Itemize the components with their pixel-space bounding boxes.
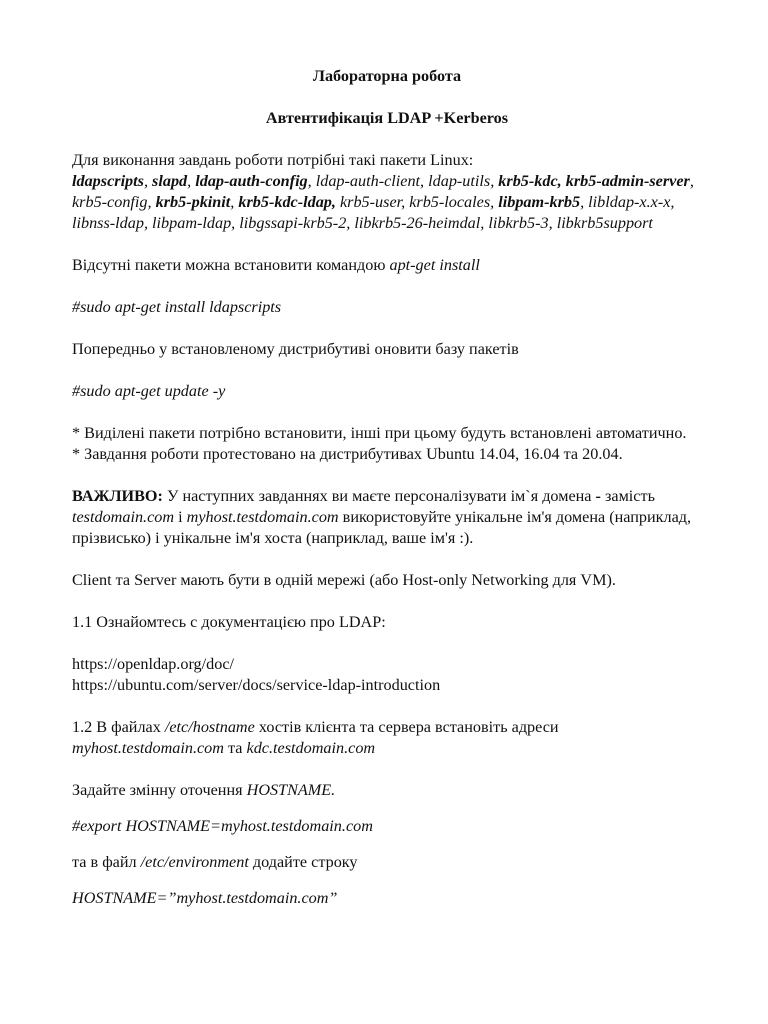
environment-file-paragraph (72, 852, 702, 873)
section-1-2-text: 1.2 В файлах (72, 718, 165, 736)
client-hostname: myhost.testdomain.com (72, 739, 224, 757)
install-command: apt-get install (389, 256, 480, 274)
document-subtitle: Автентифікація LDAP +Kerberos (265, 109, 509, 127)
section-1-2-text: хостів клієнта та сервера встановіть адреси (254, 718, 559, 736)
important-dash: - (595, 487, 601, 505)
package-separator: , (187, 172, 196, 190)
hostname-file-path: /etc/hostname (164, 718, 255, 736)
section-1-1-heading: 1.1 Ознайомтесь с документацією про LDAP: (72, 613, 386, 631)
install-example-command: #sudo apt-get install ldapscripts (72, 298, 282, 316)
domain-example: testdomain.com (72, 508, 175, 526)
package-optional: , ldap-auth-client, ldap-utils, (307, 172, 499, 190)
install-paragraph (72, 255, 702, 276)
note-highlighted-packages: * Виділені пакети потрібно встановити, інші при цьому будуть встановлені автоматично. (72, 424, 687, 442)
package-required: krb5-pkinit (155, 193, 231, 211)
update-command: #sudo apt-get update -y (72, 382, 226, 400)
package-required: krb5-kdc-ldap, (238, 193, 336, 211)
document-title: Лабораторна робота (312, 67, 462, 85)
package-required: krb5-kdc, krb5-admin-server (498, 172, 690, 190)
export-command: #export HOSTNAME=myhost.testdomain.com (72, 817, 373, 835)
server-hostname: kdc.testdomain.com (246, 739, 376, 757)
note-tested-distros: * Завдання роботи протестовано на дистрибутивах Ubuntu 14.04, 16.04 та 20.04. (72, 445, 623, 463)
document-page (72, 66, 702, 909)
section-1-2-paragraph (72, 717, 702, 759)
package-optional: , libldap-x.x-x, libnss-ldap, libpam-ldap, libgssapi-krb5-2, libkrb5-26-heimdal, libkrb5-3, libkrb5support (72, 193, 675, 232)
packages-intro: Для виконання завдань роботи потрібні такі пакети Linux: (72, 151, 474, 169)
section-1-2-text: та (223, 739, 247, 757)
important-label: ВАЖЛИВО: (72, 487, 163, 505)
environment-line: HOSTNAME=”myhost.testdomain.com” (72, 889, 338, 907)
link-ubuntu-ldap-doc[interactable]: https://ubuntu.com/server/docs/service-ldap-introduction (72, 676, 441, 694)
packages-list (72, 171, 702, 234)
package-required: ldap-auth-config (195, 172, 308, 190)
important-text: і (174, 508, 187, 526)
package-required: libpam-krb5 (498, 193, 581, 211)
env-text: Задайте змінну оточення (72, 781, 247, 799)
update-text: Попередньо у встановленому дистрибутиві оновити базу пакетів (72, 340, 519, 358)
package-required: slapd (152, 172, 188, 190)
important-text: У наступних завданнях ви маєте персоналізувати ім`я домена (162, 487, 596, 505)
env-variable-paragraph (72, 780, 702, 801)
package-required: ldapscripts (72, 172, 144, 190)
important-paragraph (72, 486, 702, 549)
host-example: myhost.testdomain.com (186, 508, 339, 526)
link-openldap-doc[interactable]: https://openldap.org/doc/ (72, 655, 235, 673)
env-variable-name: HOSTNAME. (246, 781, 336, 799)
package-optional: , krb5-config, (72, 172, 694, 211)
install-text: Відсутні пакети можна встановити командою (72, 256, 390, 274)
env-text: та в файл (72, 853, 141, 871)
package-separator: , (230, 193, 239, 211)
environment-file-path: /etc/environment (140, 853, 249, 871)
network-note: Client та Server мають бути в одній мережі (або Host-only Networking для VM). (72, 571, 616, 589)
package-separator: , (143, 172, 153, 190)
package-optional: krb5-user, krb5-locales, (335, 193, 499, 211)
env-text: додайте строку (248, 853, 358, 871)
important-text: замість (600, 487, 655, 505)
important-text: використовуйте унікальне ім'я домена (наприклад, прізвисько) і унікальне ім'я хоста (наприклад, ваше ім'я :). (72, 508, 692, 547)
